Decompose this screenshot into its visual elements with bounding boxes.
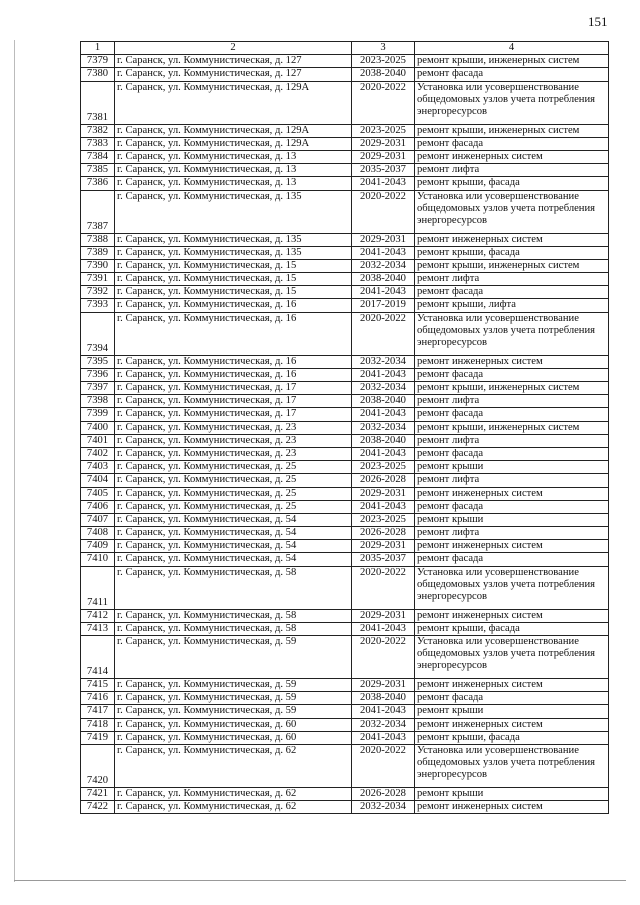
row-number-cell: 7420	[81, 744, 115, 787]
table-row	[81, 273, 609, 286]
period-cell: 2032-2034	[352, 382, 415, 395]
row-number-cell: 7413	[81, 622, 115, 635]
row-number-cell: 7414	[81, 636, 115, 679]
column-header: 4	[415, 42, 609, 55]
work-type-cell: Установка или усовершенствование общедомовых узлов учета потребления энергоресурсов	[415, 566, 609, 609]
period-cell: 2026-2028	[352, 787, 415, 800]
table-row	[81, 68, 609, 81]
table-row	[81, 124, 609, 137]
address-cell: г. Саранск, ул. Коммунистическая, д. 135	[115, 246, 352, 259]
table-row	[81, 150, 609, 163]
row-number-cell: 7417	[81, 705, 115, 718]
address-cell: г. Саранск, ул. Коммунистическая, д. 127	[115, 68, 352, 81]
address-cell: г. Саранск, ул. Коммунистическая, д. 129А	[115, 124, 352, 137]
work-type-cell: ремонт фасада	[415, 553, 609, 566]
row-number-cell: 7393	[81, 299, 115, 312]
period-cell: 2041-2043	[352, 705, 415, 718]
row-number-cell: 7406	[81, 500, 115, 513]
work-type-cell: Установка или усовершенствование общедомовых узлов учета потребления энергоресурсов	[415, 744, 609, 787]
table-row	[81, 355, 609, 368]
period-cell: 2041-2043	[352, 408, 415, 421]
row-number-cell: 7401	[81, 434, 115, 447]
address-cell: г. Саранск, ул. Коммунистическая, д. 62	[115, 801, 352, 814]
work-type-cell: ремонт фасада	[415, 692, 609, 705]
address-cell: г. Саранск, ул. Коммунистическая, д. 15	[115, 259, 352, 272]
table-row	[81, 233, 609, 246]
period-cell: 2020-2022	[352, 312, 415, 355]
work-type-cell: ремонт лифта	[415, 434, 609, 447]
address-cell: г. Саранск, ул. Коммунистическая, д. 58	[115, 566, 352, 609]
address-cell: г. Саранск, ул. Коммунистическая, д. 13	[115, 177, 352, 190]
row-number-cell: 7389	[81, 246, 115, 259]
row-number-cell: 7410	[81, 553, 115, 566]
address-cell: г. Саранск, ул. Коммунистическая, д. 129А	[115, 81, 352, 124]
period-cell: 2020-2022	[352, 636, 415, 679]
row-number-cell: 7387	[81, 190, 115, 233]
table-row	[81, 461, 609, 474]
table-row	[81, 787, 609, 800]
row-number-cell: 7380	[81, 68, 115, 81]
period-cell: 2032-2034	[352, 259, 415, 272]
period-cell: 2023-2025	[352, 55, 415, 68]
row-number-cell: 7412	[81, 609, 115, 622]
address-cell: г. Саранск, ул. Коммунистическая, д. 54	[115, 527, 352, 540]
period-cell: 2041-2043	[352, 447, 415, 460]
table-row	[81, 487, 609, 500]
work-type-cell: ремонт инженерных систем	[415, 355, 609, 368]
work-type-cell: ремонт инженерных систем	[415, 609, 609, 622]
work-type-cell: ремонт лифта	[415, 273, 609, 286]
table-row	[81, 636, 609, 679]
row-number-cell: 7404	[81, 474, 115, 487]
table-row	[81, 679, 609, 692]
row-number-cell: 7382	[81, 124, 115, 137]
table-row	[81, 286, 609, 299]
row-number-cell: 7416	[81, 692, 115, 705]
row-number-cell: 7408	[81, 527, 115, 540]
address-cell: г. Саранск, ул. Коммунистическая, д. 17	[115, 408, 352, 421]
table-row	[81, 801, 609, 814]
row-number-cell: 7394	[81, 312, 115, 355]
address-cell: г. Саранск, ул. Коммунистическая, д. 25	[115, 474, 352, 487]
work-type-cell: ремонт инженерных систем	[415, 679, 609, 692]
address-cell: г. Саранск, ул. Коммунистическая, д. 13	[115, 164, 352, 177]
row-number-cell: 7402	[81, 447, 115, 460]
address-cell: г. Саранск, ул. Коммунистическая, д. 16	[115, 368, 352, 381]
work-type-cell: ремонт крыши, фасада	[415, 731, 609, 744]
table-row	[81, 81, 609, 124]
work-type-cell: ремонт крыши	[415, 705, 609, 718]
table-row	[81, 312, 609, 355]
period-cell: 2038-2040	[352, 434, 415, 447]
table-row	[81, 434, 609, 447]
row-number-cell: 7381	[81, 81, 115, 124]
address-cell: г. Саранск, ул. Коммунистическая, д. 15	[115, 286, 352, 299]
period-cell: 2041-2043	[352, 622, 415, 635]
row-number-cell: 7399	[81, 408, 115, 421]
work-type-cell: ремонт лифта	[415, 527, 609, 540]
row-number-cell: 7411	[81, 566, 115, 609]
table-row	[81, 395, 609, 408]
period-cell: 2020-2022	[352, 81, 415, 124]
address-cell: г. Саранск, ул. Коммунистическая, д. 135	[115, 190, 352, 233]
work-type-cell: ремонт фасада	[415, 286, 609, 299]
table-row	[81, 177, 609, 190]
row-number-cell: 7384	[81, 150, 115, 163]
address-cell: г. Саранск, ул. Коммунистическая, д. 17	[115, 395, 352, 408]
address-cell: г. Саранск, ул. Коммунистическая, д. 54	[115, 553, 352, 566]
address-cell: г. Саранск, ул. Коммунистическая, д. 62	[115, 787, 352, 800]
row-number-cell: 7418	[81, 718, 115, 731]
address-cell: г. Саранск, ул. Коммунистическая, д. 23	[115, 434, 352, 447]
address-cell: г. Саранск, ул. Коммунистическая, д. 16	[115, 355, 352, 368]
period-cell: 2026-2028	[352, 474, 415, 487]
table-header-row	[81, 42, 609, 55]
work-type-cell: ремонт фасада	[415, 368, 609, 381]
work-type-cell: ремонт крыши, фасада	[415, 622, 609, 635]
period-cell: 2026-2028	[352, 527, 415, 540]
row-number-cell: 7385	[81, 164, 115, 177]
table-row	[81, 731, 609, 744]
work-type-cell: ремонт лифта	[415, 395, 609, 408]
table-row	[81, 609, 609, 622]
work-type-cell: Установка или усовершенствование общедомовых узлов учета потребления энергоресурсов	[415, 312, 609, 355]
address-cell: г. Саранск, ул. Коммунистическая, д. 25	[115, 461, 352, 474]
work-type-cell: ремонт лифта	[415, 474, 609, 487]
work-type-cell: ремонт инженерных систем	[415, 487, 609, 500]
table-row	[81, 299, 609, 312]
row-number-cell: 7407	[81, 513, 115, 526]
table-row	[81, 164, 609, 177]
period-cell: 2038-2040	[352, 395, 415, 408]
table-row	[81, 744, 609, 787]
period-cell: 2041-2043	[352, 368, 415, 381]
scan-left-edge	[14, 40, 15, 882]
work-type-cell: ремонт лифта	[415, 164, 609, 177]
period-cell: 2038-2040	[352, 68, 415, 81]
row-number-cell: 7383	[81, 137, 115, 150]
table-row	[81, 566, 609, 609]
row-number-cell: 7379	[81, 55, 115, 68]
repair-schedule-table	[80, 41, 609, 814]
period-cell: 2029-2031	[352, 233, 415, 246]
address-cell: г. Саранск, ул. Коммунистическая, д. 16	[115, 312, 352, 355]
table-row	[81, 513, 609, 526]
work-type-cell: ремонт фасада	[415, 408, 609, 421]
address-cell: г. Саранск, ул. Коммунистическая, д. 58	[115, 609, 352, 622]
table-row	[81, 692, 609, 705]
address-cell: г. Саранск, ул. Коммунистическая, д. 15	[115, 273, 352, 286]
row-number-cell: 7391	[81, 273, 115, 286]
period-cell: 2029-2031	[352, 679, 415, 692]
address-cell: г. Саранск, ул. Коммунистическая, д. 135	[115, 233, 352, 246]
period-cell: 2020-2022	[352, 566, 415, 609]
period-cell: 2029-2031	[352, 137, 415, 150]
period-cell: 2029-2031	[352, 487, 415, 500]
row-number-cell: 7396	[81, 368, 115, 381]
work-type-cell: ремонт крыши	[415, 513, 609, 526]
row-number-cell: 7421	[81, 787, 115, 800]
address-cell: г. Саранск, ул. Коммунистическая, д. 58	[115, 622, 352, 635]
period-cell: 2029-2031	[352, 609, 415, 622]
table-row	[81, 382, 609, 395]
address-cell: г. Саранск, ул. Коммунистическая, д. 60	[115, 718, 352, 731]
row-number-cell: 7415	[81, 679, 115, 692]
row-number-cell: 7419	[81, 731, 115, 744]
work-type-cell: ремонт крыши	[415, 461, 609, 474]
row-number-cell: 7392	[81, 286, 115, 299]
period-cell: 2032-2034	[352, 801, 415, 814]
table-row	[81, 540, 609, 553]
column-header: 3	[352, 42, 415, 55]
work-type-cell: Установка или усовершенствование общедомовых узлов учета потребления энергоресурсов	[415, 81, 609, 124]
table-row	[81, 622, 609, 635]
address-cell: г. Саранск, ул. Коммунистическая, д. 60	[115, 731, 352, 744]
work-type-cell: ремонт фасада	[415, 137, 609, 150]
work-type-cell: ремонт крыши, фасада	[415, 177, 609, 190]
row-number-cell: 7397	[81, 382, 115, 395]
period-cell: 2038-2040	[352, 692, 415, 705]
work-type-cell: ремонт крыши	[415, 787, 609, 800]
table-row	[81, 190, 609, 233]
address-cell: г. Саранск, ул. Коммунистическая, д. 59	[115, 679, 352, 692]
period-cell: 2038-2040	[352, 273, 415, 286]
address-cell: г. Саранск, ул. Коммунистическая, д. 62	[115, 744, 352, 787]
scan-bottom-edge	[14, 880, 626, 881]
work-type-cell: ремонт фасада	[415, 68, 609, 81]
table-row	[81, 246, 609, 259]
row-number-cell: 7388	[81, 233, 115, 246]
work-type-cell: ремонт крыши, инженерных систем	[415, 259, 609, 272]
period-cell: 2023-2025	[352, 124, 415, 137]
column-header: 2	[115, 42, 352, 55]
address-cell: г. Саранск, ул. Коммунистическая, д. 127	[115, 55, 352, 68]
address-cell: г. Саранск, ул. Коммунистическая, д. 23	[115, 421, 352, 434]
table-row	[81, 527, 609, 540]
row-number-cell: 7386	[81, 177, 115, 190]
table-row	[81, 368, 609, 381]
work-type-cell: Установка или усовершенствование общедомовых узлов учета потребления энергоресурсов	[415, 636, 609, 679]
period-cell: 2041-2043	[352, 286, 415, 299]
period-cell: 2041-2043	[352, 246, 415, 259]
table-row	[81, 705, 609, 718]
period-cell: 2032-2034	[352, 718, 415, 731]
table-row	[81, 447, 609, 460]
work-type-cell: ремонт крыши, лифта	[415, 299, 609, 312]
table-row	[81, 137, 609, 150]
row-number-cell: 7422	[81, 801, 115, 814]
period-cell: 2035-2037	[352, 553, 415, 566]
row-number-cell: 7409	[81, 540, 115, 553]
table-body	[81, 55, 609, 814]
address-cell: г. Саранск, ул. Коммунистическая, д. 59	[115, 692, 352, 705]
work-type-cell: ремонт крыши, инженерных систем	[415, 382, 609, 395]
work-type-cell: ремонт инженерных систем	[415, 718, 609, 731]
row-number-cell: 7398	[81, 395, 115, 408]
page-number: 151	[588, 14, 608, 29]
work-type-cell: ремонт инженерных систем	[415, 801, 609, 814]
address-cell: г. Саранск, ул. Коммунистическая, д. 54	[115, 513, 352, 526]
period-cell: 2035-2037	[352, 164, 415, 177]
period-cell: 2032-2034	[352, 421, 415, 434]
table-row	[81, 718, 609, 731]
work-type-cell: ремонт фасада	[415, 447, 609, 460]
work-type-cell: ремонт инженерных систем	[415, 540, 609, 553]
work-type-cell: Установка или усовершенствование общедомовых узлов учета потребления энергоресурсов	[415, 190, 609, 233]
work-type-cell: ремонт инженерных систем	[415, 233, 609, 246]
table-row	[81, 55, 609, 68]
work-type-cell: ремонт фасада	[415, 500, 609, 513]
period-cell: 2020-2022	[352, 190, 415, 233]
address-cell: г. Саранск, ул. Коммунистическая, д. 16	[115, 299, 352, 312]
address-cell: г. Саранск, ул. Коммунистическая, д. 59	[115, 636, 352, 679]
table-container	[80, 41, 608, 814]
period-cell: 2041-2043	[352, 500, 415, 513]
table-row	[81, 553, 609, 566]
period-cell: 2041-2043	[352, 177, 415, 190]
period-cell: 2041-2043	[352, 731, 415, 744]
address-cell: г. Саранск, ул. Коммунистическая, д. 25	[115, 500, 352, 513]
row-number-cell: 7390	[81, 259, 115, 272]
table-row	[81, 259, 609, 272]
work-type-cell: ремонт крыши, инженерных систем	[415, 55, 609, 68]
row-number-cell: 7403	[81, 461, 115, 474]
period-cell: 2020-2022	[352, 744, 415, 787]
period-cell: 2017-2019	[352, 299, 415, 312]
period-cell: 2023-2025	[352, 513, 415, 526]
table-row	[81, 408, 609, 421]
work-type-cell: ремонт крыши, фасада	[415, 246, 609, 259]
address-cell: г. Саранск, ул. Коммунистическая, д. 129А	[115, 137, 352, 150]
address-cell: г. Саранск, ул. Коммунистическая, д. 17	[115, 382, 352, 395]
work-type-cell: ремонт крыши, инженерных систем	[415, 421, 609, 434]
address-cell: г. Саранск, ул. Коммунистическая, д. 23	[115, 447, 352, 460]
row-number-cell: 7405	[81, 487, 115, 500]
address-cell: г. Саранск, ул. Коммунистическая, д. 25	[115, 487, 352, 500]
row-number-cell: 7395	[81, 355, 115, 368]
address-cell: г. Саранск, ул. Коммунистическая, д. 59	[115, 705, 352, 718]
period-cell: 2032-2034	[352, 355, 415, 368]
address-cell: г. Саранск, ул. Коммунистическая, д. 54	[115, 540, 352, 553]
column-header: 1	[81, 42, 115, 55]
period-cell: 2029-2031	[352, 540, 415, 553]
table-row	[81, 474, 609, 487]
period-cell: 2029-2031	[352, 150, 415, 163]
work-type-cell: ремонт инженерных систем	[415, 150, 609, 163]
work-type-cell: ремонт крыши, инженерных систем	[415, 124, 609, 137]
table-row	[81, 500, 609, 513]
row-number-cell: 7400	[81, 421, 115, 434]
address-cell: г. Саранск, ул. Коммунистическая, д. 13	[115, 150, 352, 163]
table-row	[81, 421, 609, 434]
period-cell: 2023-2025	[352, 461, 415, 474]
